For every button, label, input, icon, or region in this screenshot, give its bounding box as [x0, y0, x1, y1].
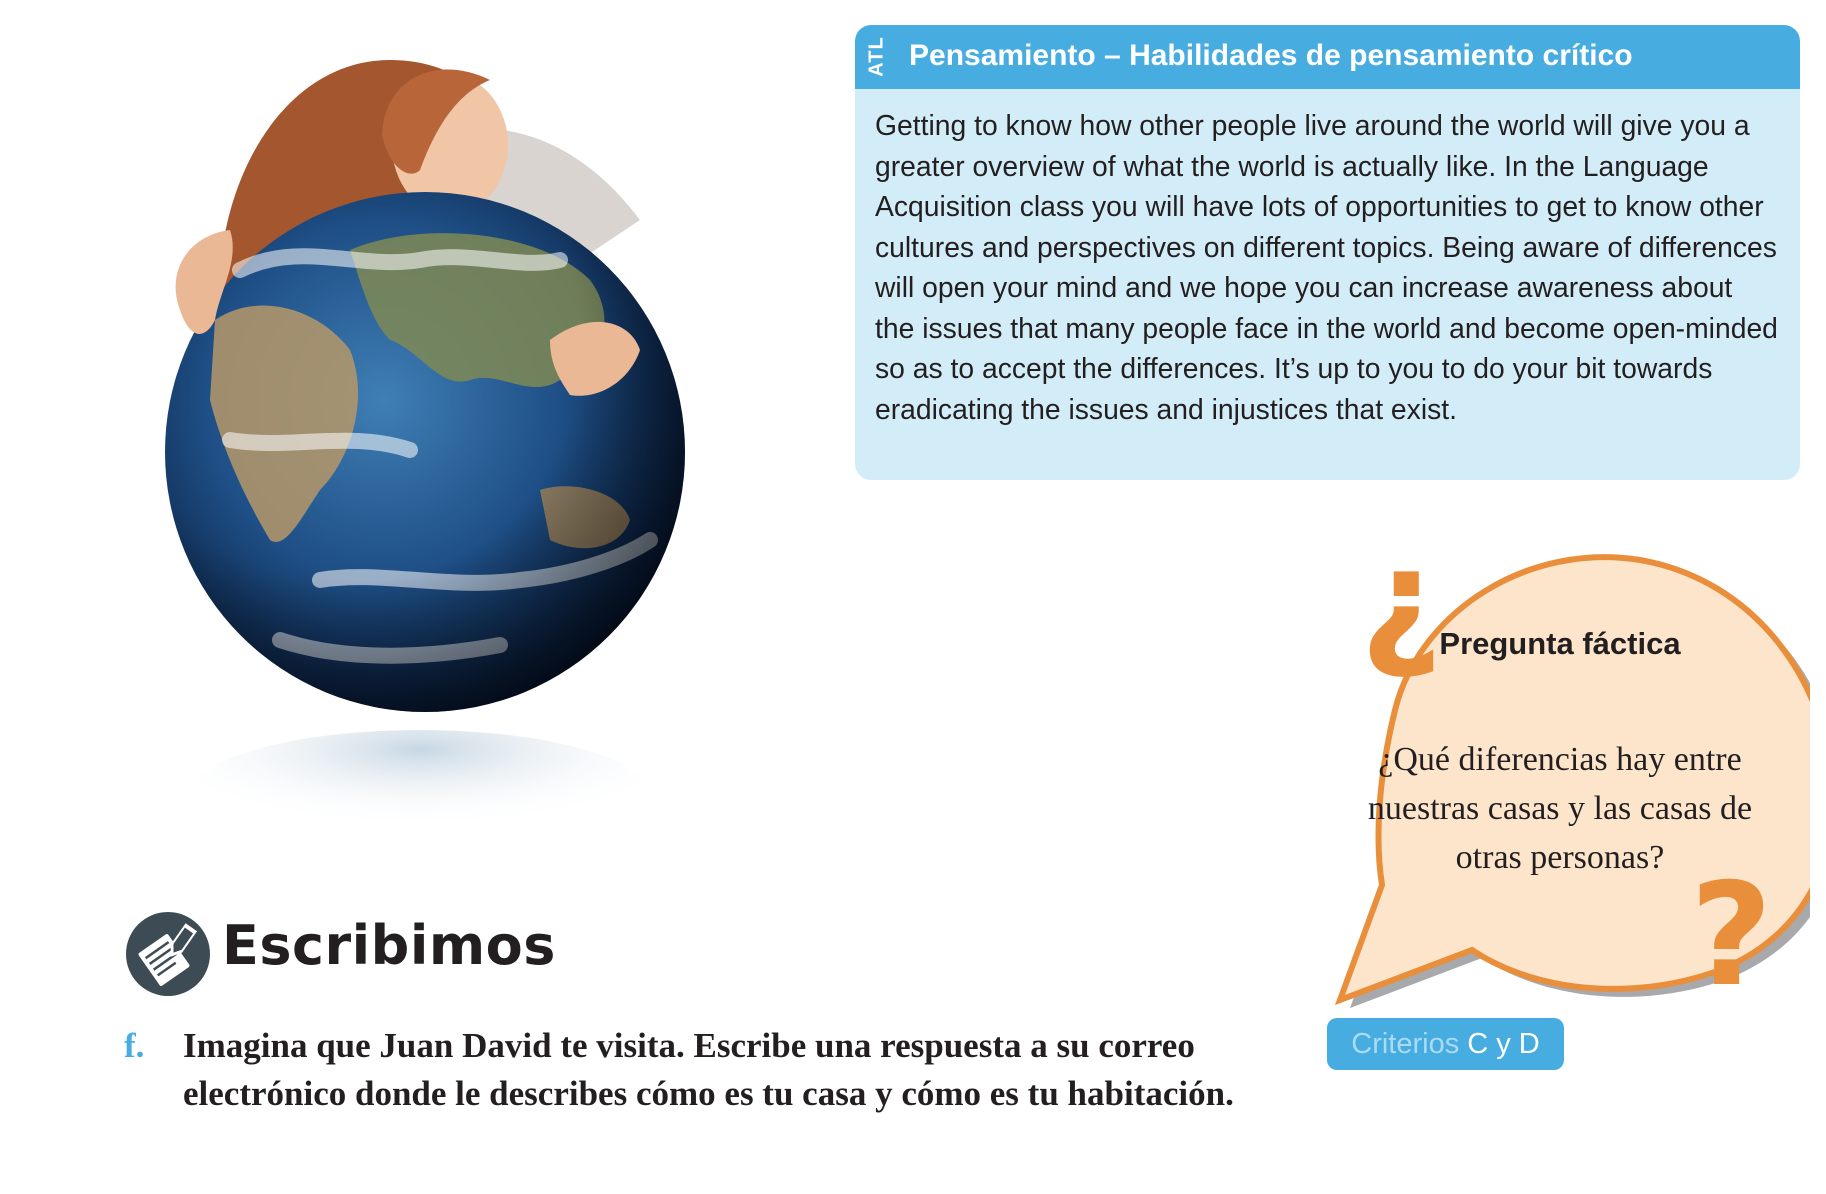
- criterios-value: C y D: [1467, 1027, 1540, 1060]
- globe-shading: [165, 192, 685, 712]
- bubble-question: ¿Qué diferencias hay entre nuestras casas y las casas de otras personas?: [1367, 741, 1753, 876]
- criterios-label: Criterios: [1351, 1027, 1460, 1060]
- writing-pen-icon: [124, 910, 212, 998]
- bubble-heading: Pregunta fáctica: [1439, 626, 1681, 661]
- globe-reflection: [190, 730, 650, 860]
- inverted-question-mark-icon: ¿: [1360, 518, 1443, 683]
- atl-title: Pensamiento – Habilidades de pensamiento crítico: [909, 39, 1633, 72]
- earth-illustration: [120, 20, 760, 860]
- question-mark-icon: ?: [1690, 853, 1773, 1018]
- atl-header: [855, 25, 1800, 89]
- atl-box: [855, 25, 1800, 480]
- activity-instructions: Imagina que Juan David te visita. Escribe una respuesta a su correo electrónico donde le describes cómo es tu casa y cómo es tu habitación.: [183, 1026, 1234, 1113]
- criterios-badge: [1327, 1018, 1564, 1070]
- atl-tag: [859, 27, 895, 85]
- section-title: Escribimos: [222, 914, 556, 977]
- atl-tag-label: ATL: [865, 35, 888, 77]
- atl-body-text: Getting to know how other people live around the world will give you a greater overview of what the world is actually like. In the Language Acquisition class you will have lots of opportunities to get to know other cultures and perspectives on different topics. Being aware of differences will open your mind and we hope you can increase awareness about the issues that many people face in the world and become open-minded so as to accept the differences. It’s up to you to do your bit towards eradicating the issues and injustices that exist.: [875, 109, 1778, 425]
- activity-letter: f.: [124, 1026, 145, 1065]
